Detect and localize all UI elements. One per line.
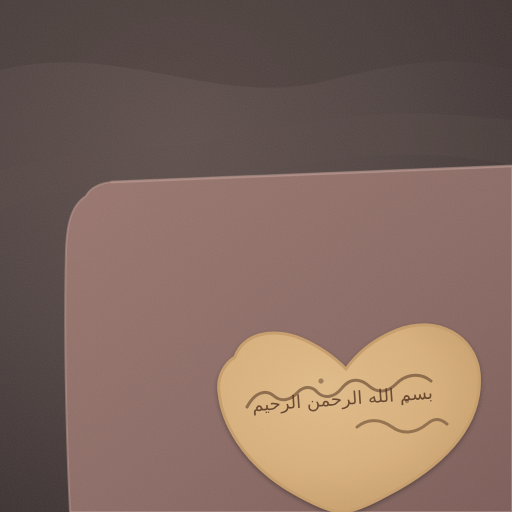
heart-inscription: بسم الله الرحمن الرحيم bbox=[251, 382, 434, 417]
